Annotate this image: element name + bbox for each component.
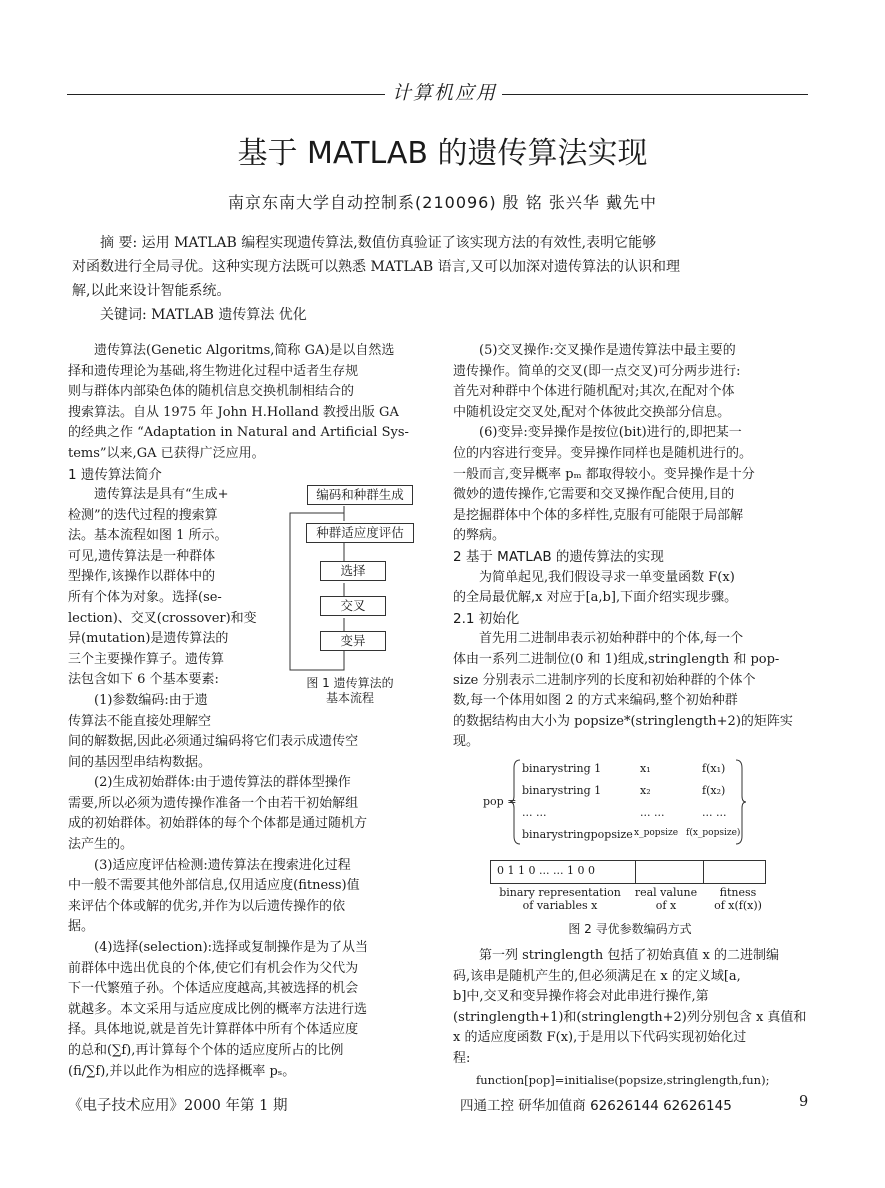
- left-column-intro: [68, 341, 425, 485]
- text-line: lection)、交叉(crossover)和变: [68, 610, 257, 626]
- text-line: 的全局最优解,x 对应于[a,b],下面介绍实现步骤。: [453, 590, 738, 606]
- text-line: 间的基因型串结构数据。: [68, 754, 212, 770]
- text-line: 第一列 stringlength 包括了初始真值 x 的二进制编: [479, 948, 779, 963]
- text-line: 为简单起见,我们假设寻求一单变量函数 F(x): [479, 569, 735, 585]
- text-line: 择和遗传理论为基础,将生物进化过程中适者生存规: [68, 363, 359, 379]
- text-line: 的弊病。: [453, 528, 506, 544]
- text-line: size 分别表示二进制序列的长度和初始种群的个体个: [453, 672, 756, 688]
- section-header: 计算机应用: [392, 82, 498, 104]
- encoding-divider: [703, 861, 704, 883]
- keywords: MATLAB 遗传算法 优化: [151, 307, 307, 323]
- left-column-narrow: [68, 485, 258, 732]
- caption-line: 基本流程: [325, 691, 374, 705]
- text-line: 下一代繁殖子孙。个体适应度越高,其被选择的机会: [68, 981, 359, 997]
- header-rule-left: [67, 94, 385, 95]
- matrix-cell: x₂: [640, 784, 651, 797]
- matrix-cell: ... ...: [702, 806, 727, 819]
- flow-box-encode: 编码和种群生成: [307, 485, 413, 505]
- paper-title: 基于 MATLAB 的遗传算法实现: [237, 136, 648, 171]
- flow-box-evaluate: 种群适应度评估: [306, 523, 414, 543]
- abstract-line: 运用 MATLAB 编程实现遗传算法,数值仿真验证了该实现方法的有效性,表明它能够: [141, 235, 657, 251]
- text-line: 数,每一个体用如图 2 的方式来编码,整个初始种群: [453, 693, 738, 709]
- text-line: 遗传算法(Genetic Algoritms,简称 GA)是以自然选: [94, 343, 395, 358]
- keywords-label: 关键词:: [100, 307, 147, 323]
- authors: 南京东南大学自动控制系(210096) 殷 铭 张兴华 戴先中: [228, 193, 657, 212]
- label-line: fitness: [719, 886, 757, 899]
- text-line: 遗传操作。简单的交叉(即一点交叉)可分两步进行:: [453, 363, 741, 379]
- text-line: (fi/∑f),并以此作为相应的选择概率 pₛ。: [68, 1063, 296, 1079]
- text-line: (1)参数编码:由于遗: [94, 692, 208, 708]
- left-column-rest: [68, 732, 425, 1082]
- text-line: 型操作,该操作以群体中的: [68, 569, 216, 585]
- text-line: 程:: [453, 1050, 471, 1066]
- text-line: 需要,所以必须为遗传操作准备一个由若干初始解组: [68, 795, 359, 811]
- text-line: 首先对种群中个体进行随机配对;其次,在配对个体: [453, 384, 735, 400]
- text-line: 位的内容进行变异。变异操作同样也是随机进行的。: [453, 445, 753, 461]
- text-line: (3)适应度评估检测:遗传算法在搜索进化过程: [94, 857, 351, 873]
- text-line: 则与群体内部染色体的随机信息交换机制相结合的: [68, 384, 355, 400]
- page-number: 9: [799, 1094, 809, 1110]
- text-line: 现。: [453, 734, 480, 750]
- text-line: (6)变异:变异操作是按位(bit)进行的,即把某一: [479, 425, 742, 441]
- text-line: 微妙的遗传操作,它需要和交叉操作配合使用,目的: [453, 487, 735, 503]
- text-line: (5)交叉操作:交叉操作是遗传算法中最主要的: [479, 343, 736, 358]
- text-line: (2)生成初始群体:由于遗传算法的群体型操作: [94, 775, 351, 791]
- matrix-cell: binarystringpopsize: [522, 828, 633, 841]
- text-line: 的经典之作 “Adaptation in Natural and Artificial Sys-: [68, 425, 409, 441]
- section-heading: 1 遗传算法简介: [68, 466, 162, 483]
- pop-label: pop =: [483, 795, 517, 808]
- footer-ad: 四通工控 研华加值商 62626144 62626145: [460, 1098, 732, 1114]
- encoding-bar: [490, 860, 766, 884]
- caption-line: 图 1 遗传算法的: [306, 676, 394, 690]
- subsection-heading: 2.1 初始化: [453, 610, 520, 627]
- text-line: 所有个体为对象。选择(se-: [68, 589, 222, 605]
- figure1-caption: [285, 676, 415, 706]
- text-line: 三个主要操作算子。遗传算: [68, 651, 225, 667]
- text-line: 间的解数据,因此必须通过编码将它们表示成遗传空: [68, 734, 359, 749]
- text-line: (stringlength+1)和(stringlength+2)列分别包含 x 真值和: [453, 1009, 807, 1025]
- right-column-bottom: [453, 946, 810, 1090]
- text-line: tems”以来,GA 已获得广泛应用。: [68, 445, 265, 461]
- abstract-line: 对函数进行全局寻优。这种实现方法既可以熟悉 MATLAB 语言,又可以加深对遗传算法的认识和理: [72, 259, 681, 275]
- text-line: 择。具体地说,就是首先计算群体中所有个体适应度: [68, 1022, 359, 1038]
- abstract-label: 摘 要:: [100, 235, 138, 251]
- abstract-line: 解,以此来设计智能系统。: [72, 283, 231, 299]
- text-line: 传算法不能直接处理解空: [68, 713, 212, 729]
- encoding-label-fitness: [698, 886, 778, 912]
- label-line: binary representation: [499, 886, 621, 899]
- encoding-label-real: [626, 886, 706, 912]
- label-line: of x: [655, 899, 677, 912]
- matrix-cell: f(x₁): [702, 762, 726, 775]
- text-line: 据。: [68, 919, 95, 935]
- text-line: 可见,遗传算法是一种群体: [68, 548, 216, 564]
- text-line: b]中,交叉和变异操作将会对此串进行操作,第: [453, 989, 709, 1005]
- matrix-cell: f(x₂): [702, 784, 726, 797]
- text-line: 中一般不需要其他外部信息,仅用适应度(fitness)值: [68, 878, 360, 894]
- section-heading: 2 基于 MATLAB 的遗传算法的实现: [453, 548, 664, 565]
- text-line: 的总和(∑f),再计算每个个体的适应度所占的比例: [68, 1042, 344, 1058]
- text-line: 成的初始群体。初始群体的每个个体都是通过随机方: [68, 816, 368, 832]
- text-line: 法产生的。: [68, 836, 134, 852]
- matrix-cell: ... ...: [640, 806, 665, 819]
- text-line: 就越多。本文采用与适应度成比例的概率方法进行选: [68, 1001, 368, 1017]
- text-line: (4)选择(selection):选择或复制操作是为了从当: [94, 939, 369, 955]
- matrix-cell: x₁: [640, 762, 651, 775]
- text-line: 遗传算法是具有“生成+: [94, 487, 229, 502]
- text-line: 的数据结构由大小为 popsize*(stringlength+2)的矩阵实: [453, 713, 793, 729]
- label-line: real valune: [634, 886, 698, 899]
- text-line: 法。基本流程如图 1 所示。: [68, 528, 228, 544]
- figure2-caption: 图 2 寻优参数编码方式: [568, 922, 692, 936]
- matrix-cell: binarystring 1: [522, 762, 602, 775]
- matrix-cell: ... ...: [522, 806, 547, 819]
- encoding-bits: 0 1 1 0 ... ... 1 0 0: [497, 864, 595, 877]
- label-line: of x(f(x)): [714, 899, 762, 912]
- text-line: 码,该串是随机产生的,但必须满足在 x 的定义域[a,: [453, 968, 741, 984]
- text-line: 法包含如下 6 个基本要素:: [68, 672, 219, 688]
- label-line: of variables x: [522, 899, 598, 912]
- abstract: [72, 231, 812, 327]
- right-column-top: [453, 341, 810, 753]
- flow-box-select: 选择: [320, 561, 386, 581]
- text-line: 来评估个体或解的优劣,并作为以后遗传操作的依: [68, 898, 346, 914]
- text-line: 体由一系列二进制位(0 和 1)组成,stringlength 和 pop-: [453, 651, 780, 667]
- matrix-cell: x_popsize: [634, 828, 679, 838]
- header-rule-right: [502, 94, 808, 95]
- text-line: 是挖掘群体中个体的多样性,克服有可能限于局部解: [453, 507, 744, 523]
- flow-box-crossover: 交叉: [320, 596, 386, 616]
- text-line: 首先用二进制串表示初始种群中的个体,每一个: [479, 631, 744, 647]
- text-line: 异(mutation)是遗传算法的: [68, 631, 229, 647]
- matrix-cell: binarystring 1: [522, 784, 602, 797]
- text-line: x 的适应度函数 F(x),于是用以下代码实现初始化过: [453, 1030, 747, 1046]
- encoding-label-binary: [490, 886, 630, 912]
- text-line: 中随机设定交叉处,配对个体彼此交换部分信息。: [453, 404, 731, 420]
- flow-box-mutation: 变异: [320, 631, 386, 651]
- text-line: 搜索算法。自从 1975 年 John H.Holland 教授出版 GA: [68, 404, 399, 420]
- footer-journal: 《电子技术应用》2000 年第 1 期: [68, 1098, 288, 1114]
- code-line: function[pop]=initialise(popsize,stringlength,fun);: [476, 1072, 770, 1087]
- text-line: 前群体中选出优良的个体,使它们有机会作为父代为: [68, 960, 359, 976]
- flowchart-connectors: [270, 485, 430, 695]
- encoding-divider: [635, 861, 636, 883]
- matrix-cell: f(x_popsize): [686, 828, 741, 838]
- text-line: 检测”的迭代过程的搜索算: [68, 507, 218, 523]
- text-line: 一般而言,变异概率 pₘ 都取得较小。变异操作是十分: [453, 466, 755, 482]
